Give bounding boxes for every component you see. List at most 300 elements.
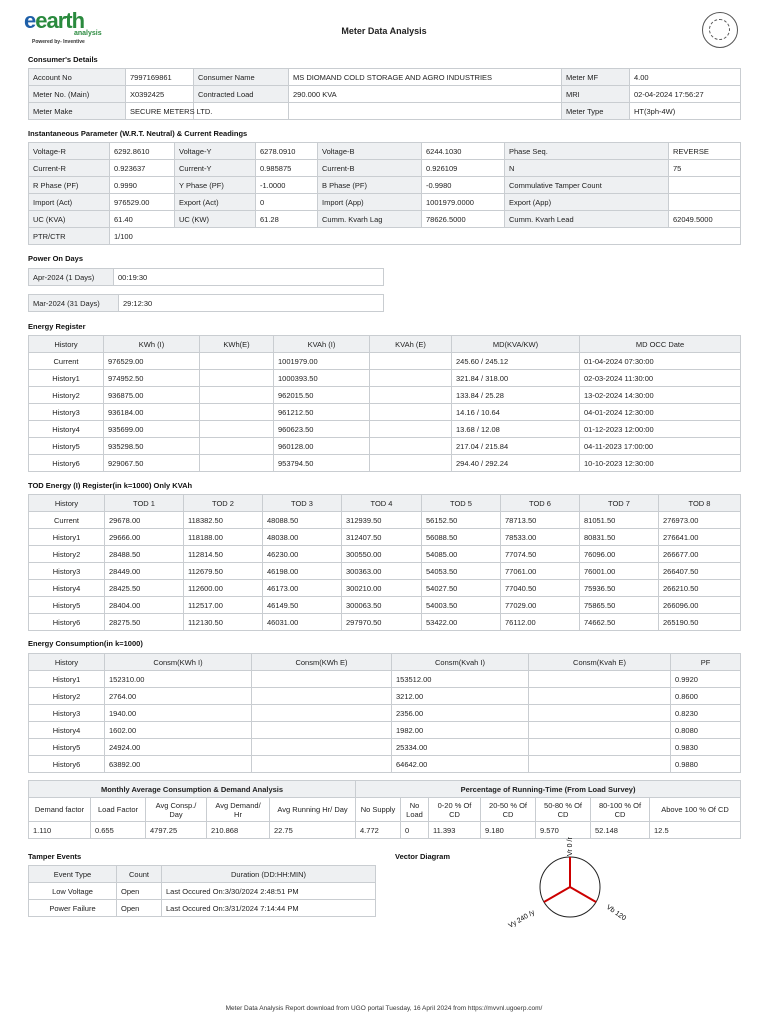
column-header: Avg Demand/ Hr — [207, 798, 270, 822]
table-cell: 266677.00 — [659, 546, 741, 563]
table-cell: 48038.00 — [263, 529, 342, 546]
row-label: History5 — [29, 597, 105, 614]
column-header: 80-100 % Of CD — [591, 798, 650, 822]
table-cell: 300063.50 — [342, 597, 422, 614]
table-cell — [370, 387, 452, 404]
table-row — [29, 295, 384, 312]
table-row — [29, 269, 384, 286]
table-row — [29, 455, 741, 472]
table-cell: 0.9920 — [671, 671, 741, 688]
field-value: 0 — [256, 194, 318, 211]
table-cell — [252, 705, 392, 722]
field-label: Voltage-R — [29, 143, 110, 160]
table-cell — [529, 705, 671, 722]
table-cell: 0.8230 — [671, 705, 741, 722]
column-header: TOD 2 — [184, 495, 263, 512]
table-cell: 276641.00 — [659, 529, 741, 546]
field-label: Cumm. Kvarh Lag — [318, 211, 422, 228]
column-header: Above 100 % Of CD — [650, 798, 741, 822]
table-cell: 22.75 — [270, 822, 356, 839]
table-cell: 04-01-2024 12:30:00 — [580, 404, 741, 421]
table-cell — [200, 421, 274, 438]
table-row — [29, 194, 741, 211]
column-header: 50-80 % Of CD — [536, 798, 591, 822]
field-value: 02-04-2024 17:56:27 — [630, 86, 741, 103]
table-cell: 52.148 — [591, 822, 650, 839]
table-cell: 936184.00 — [104, 404, 200, 421]
table-row — [29, 438, 741, 455]
column-header: 20-50 % Of CD — [481, 798, 536, 822]
table-cell: 12.5 — [650, 822, 741, 839]
table-cell: 28425.50 — [105, 580, 184, 597]
table-header-row — [29, 866, 376, 883]
field-label: Export (Act) — [175, 194, 256, 211]
column-header: KVAh (I) — [274, 336, 370, 353]
field-label: Contracted Load — [194, 86, 289, 103]
instant-params-table — [28, 142, 741, 245]
table-cell — [370, 370, 452, 387]
energy-register-table — [28, 335, 741, 472]
field-label: R Phase (PF) — [29, 177, 110, 194]
table-cell: 81051.50 — [580, 512, 659, 529]
column-header: TOD 3 — [263, 495, 342, 512]
field-label: Export (App) — [505, 194, 669, 211]
power-on-month: Mar-2024 (31 Days) — [29, 295, 119, 312]
table-cell: 75865.50 — [580, 597, 659, 614]
table-header-row — [29, 336, 741, 353]
row-label: Power Failure — [29, 900, 117, 917]
table-row — [29, 688, 741, 705]
table-cell: 266096.00 — [659, 597, 741, 614]
field-value: 0.923637 — [110, 160, 175, 177]
field-value: 1/100 — [110, 228, 741, 245]
table-cell: 28404.00 — [105, 597, 184, 614]
table-cell — [252, 722, 392, 739]
table-cell: 4797.25 — [146, 822, 207, 839]
column-header: MD(KVA/KW) — [452, 336, 580, 353]
column-header: Consm(KWh I) — [105, 654, 252, 671]
table-cell: 01-04-2024 07:30:00 — [580, 353, 741, 370]
table-row — [29, 211, 741, 228]
field-label: N — [505, 160, 669, 177]
field-value: 6278.0910 — [256, 143, 318, 160]
table-row — [29, 705, 741, 722]
column-header: Avg Consp./ Day — [146, 798, 207, 822]
column-header: MD OCC Date — [580, 336, 741, 353]
table-cell: 1.110 — [29, 822, 91, 839]
column-header: TOD 4 — [342, 495, 422, 512]
field-label: Voltage-B — [318, 143, 422, 160]
table-cell: 2356.00 — [392, 705, 529, 722]
table-cell: 152310.00 — [105, 671, 252, 688]
table-cell: 112517.00 — [184, 597, 263, 614]
table-cell: 0.9830 — [671, 739, 741, 756]
table-cell: 74662.50 — [580, 614, 659, 631]
table-cell: 9.180 — [481, 822, 536, 839]
table-cell: 76112.00 — [501, 614, 580, 631]
field-label: Import (App) — [318, 194, 422, 211]
row-label: Current — [29, 353, 104, 370]
table-row — [29, 883, 376, 900]
table-cell: 929067.50 — [104, 455, 200, 472]
table-cell: 25334.00 — [392, 739, 529, 756]
table-cell — [529, 722, 671, 739]
page-header — [0, 0, 768, 52]
table-cell: 112814.50 — [184, 546, 263, 563]
table-row — [29, 421, 741, 438]
table-cell — [370, 353, 452, 370]
table-cell — [200, 455, 274, 472]
row-label: History6 — [29, 756, 105, 773]
table-cell: 974952.50 — [104, 370, 200, 387]
field-label: Commulative Tamper Count — [505, 177, 669, 194]
column-header: Count — [117, 866, 162, 883]
field-label: Meter Make — [29, 103, 126, 120]
table-row — [29, 177, 741, 194]
table-cell: 11.393 — [429, 822, 481, 839]
vector-label-y: Vy 240 /y — [507, 909, 537, 930]
table-row — [29, 671, 741, 688]
column-header: TOD 6 — [501, 495, 580, 512]
table-cell: 04-11-2023 17:00:00 — [580, 438, 741, 455]
table-cell: 56152.50 — [422, 512, 501, 529]
table-cell: 46198.00 — [263, 563, 342, 580]
table-cell: 77029.00 — [501, 597, 580, 614]
table-cell: 245.60 / 245.12 — [452, 353, 580, 370]
field-label: Current-R — [29, 160, 110, 177]
monthly-analysis-table — [28, 780, 741, 839]
table-cell: 312407.50 — [342, 529, 422, 546]
table-row — [29, 86, 741, 103]
tod-register-table — [28, 494, 741, 631]
energy-consumption-table — [28, 653, 741, 773]
monthly-right-title: Percentage of Running-Time (From Load Survey) — [356, 781, 741, 798]
table-row — [29, 512, 741, 529]
table-cell — [200, 370, 274, 387]
row-label: History6 — [29, 614, 105, 631]
field-label: UC (KVA) — [29, 211, 110, 228]
table-cell — [529, 739, 671, 756]
table-cell: 46230.00 — [263, 546, 342, 563]
row-label: History3 — [29, 404, 104, 421]
field-value — [669, 177, 741, 194]
table-cell — [200, 353, 274, 370]
field-value: 290.000 KVA — [289, 86, 562, 103]
table-cell: 935298.50 — [104, 438, 200, 455]
table-cell: 02-03-2024 11:30:00 — [580, 370, 741, 387]
field-value: 78626.5000 — [422, 211, 505, 228]
table-row — [29, 722, 741, 739]
table-cell — [200, 387, 274, 404]
energy-register-section-title: Energy Register — [28, 322, 86, 331]
column-header: Load Factor — [91, 798, 146, 822]
row-label: History1 — [29, 529, 105, 546]
table-cell: Last Occured On:3/31/2024 7:14:44 PM — [162, 900, 376, 917]
table-cell: 3212.00 — [392, 688, 529, 705]
table-row — [29, 563, 741, 580]
table-cell: 0 — [401, 822, 429, 839]
vector-section-title: Vector Diagram — [395, 852, 451, 861]
table-cell: 2764.00 — [105, 688, 252, 705]
table-row — [29, 353, 741, 370]
table-cell: 153512.00 — [392, 671, 529, 688]
table-cell: 13.68 / 12.08 — [452, 421, 580, 438]
table-cell: 312939.50 — [342, 512, 422, 529]
vector-diagram — [507, 837, 640, 932]
field-value: 4.00 — [630, 69, 741, 86]
vector-label-r: Vr 0 /r — [567, 837, 574, 856]
row-label: History2 — [29, 387, 104, 404]
row-label: History4 — [29, 722, 105, 739]
field-value: REVERSE — [669, 143, 741, 160]
table-cell: 112679.50 — [184, 563, 263, 580]
table-cell: 14.16 / 10.64 — [452, 404, 580, 421]
row-label: History1 — [29, 671, 105, 688]
table-row — [29, 597, 741, 614]
table-cell: 46173.00 — [263, 580, 342, 597]
table-row — [29, 387, 741, 404]
table-cell — [252, 688, 392, 705]
field-label: Meter No. (Main) — [29, 86, 126, 103]
table-cell — [252, 739, 392, 756]
field-value: 6244.1030 — [422, 143, 505, 160]
table-cell: 1602.00 — [105, 722, 252, 739]
table-cell — [252, 671, 392, 688]
table-row — [29, 103, 741, 120]
table-cell — [370, 438, 452, 455]
table-cell: 10-10-2023 12:30:00 — [580, 455, 741, 472]
field-label: B Phase (PF) — [318, 177, 422, 194]
field-label: Y Phase (PF) — [175, 177, 256, 194]
table-cell: 976529.00 — [104, 353, 200, 370]
field-value: 6292.8610 — [110, 143, 175, 160]
table-cell: 54053.50 — [422, 563, 501, 580]
table-row — [29, 614, 741, 631]
table-row — [29, 404, 741, 421]
table-cell: 112600.00 — [184, 580, 263, 597]
table-cell: 962015.50 — [274, 387, 370, 404]
table-cell: 935699.00 — [104, 421, 200, 438]
column-header: No Supply — [356, 798, 401, 822]
table-cell: Last Occured On:3/30/2024 2:48:51 PM — [162, 883, 376, 900]
table-cell: 0.8600 — [671, 688, 741, 705]
field-value: X0392425 — [126, 86, 194, 103]
field-label: Meter Type — [562, 103, 630, 120]
table-cell: 960623.50 — [274, 421, 370, 438]
table-row — [29, 370, 741, 387]
table-cell: 77040.50 — [501, 580, 580, 597]
table-cell: 321.84 / 318.00 — [452, 370, 580, 387]
table-row — [29, 580, 741, 597]
row-label: History3 — [29, 563, 105, 580]
table-row — [29, 69, 741, 86]
row-label: History3 — [29, 705, 105, 722]
field-value — [289, 103, 562, 120]
row-label: History1 — [29, 370, 104, 387]
consumption-section-title: Energy Consumption(in k=1000) — [28, 639, 143, 648]
power-on-section-title: Power On Days — [28, 254, 84, 263]
table-cell: 276973.00 — [659, 512, 741, 529]
tod-section-title: TOD Energy (I) Register(in k=1000) Only KVAh — [28, 481, 193, 490]
table-cell: 936875.00 — [104, 387, 200, 404]
table-cell: 80831.50 — [580, 529, 659, 546]
row-label: History4 — [29, 421, 104, 438]
instant-section-title: Instantaneous Parameter (W.R.T. Neutral) & Current Readings — [28, 129, 248, 138]
field-label: Meter MF — [562, 69, 630, 86]
table-cell: 0.655 — [91, 822, 146, 839]
field-value — [669, 194, 741, 211]
vector-label-b: Vb 120 — [604, 903, 628, 923]
table-cell — [370, 421, 452, 438]
table-cell: 118188.00 — [184, 529, 263, 546]
table-cell: 29666.00 — [105, 529, 184, 546]
table-header-row — [29, 654, 741, 671]
row-label: History6 — [29, 455, 104, 472]
column-header: No Load — [401, 798, 429, 822]
table-cell: 77074.50 — [501, 546, 580, 563]
table-cell: 300550.00 — [342, 546, 422, 563]
table-cell: 9.570 — [536, 822, 591, 839]
table-cell: 78533.00 — [501, 529, 580, 546]
row-label: History4 — [29, 580, 105, 597]
table-cell: 54027.50 — [422, 580, 501, 597]
table-cell — [370, 455, 452, 472]
field-label: PTR/CTR — [29, 228, 110, 245]
column-header: PF — [671, 654, 741, 671]
table-cell: 48088.50 — [263, 512, 342, 529]
table-cell: 1000393.50 — [274, 370, 370, 387]
table-cell: 1001979.00 — [274, 353, 370, 370]
field-value: 0.985875 — [256, 160, 318, 177]
row-label: History5 — [29, 438, 104, 455]
column-header: History — [29, 336, 104, 353]
table-cell — [200, 438, 274, 455]
table-cell: 265190.50 — [659, 614, 741, 631]
table-cell: 28275.50 — [105, 614, 184, 631]
field-value: SECURE METERS LTD. — [126, 103, 194, 120]
column-header: TOD 7 — [580, 495, 659, 512]
power-on-table — [28, 294, 384, 312]
table-cell: 29678.00 — [105, 512, 184, 529]
table-cell — [529, 671, 671, 688]
tamper-events-table — [28, 865, 376, 917]
field-label: Consumer Name — [194, 69, 289, 86]
table-cell — [370, 404, 452, 421]
column-header: Avg Running Hr/ Day — [270, 798, 356, 822]
table-cell — [529, 756, 671, 773]
table-cell: 77061.00 — [501, 563, 580, 580]
table-cell: 54085.00 — [422, 546, 501, 563]
column-header: TOD 5 — [422, 495, 501, 512]
table-cell: 266407.50 — [659, 563, 741, 580]
field-value: 976529.00 — [110, 194, 175, 211]
field-value: 61.40 — [110, 211, 175, 228]
table-cell: 4.772 — [356, 822, 401, 839]
page-footer: Meter Data Analysis Report download from UGO portal Tuesday, 16 April 2024 from https://mvvnl.ugoerp.com/ — [225, 1005, 543, 1012]
table-cell: 112130.50 — [184, 614, 263, 631]
field-label: UC (KW) — [175, 211, 256, 228]
table-row — [29, 160, 741, 177]
table-row — [29, 529, 741, 546]
table-header-row — [29, 495, 741, 512]
table-cell: 01-12-2023 12:00:00 — [580, 421, 741, 438]
field-value: 0.9990 — [110, 177, 175, 194]
column-header: 0-20 % Of CD — [429, 798, 481, 822]
table-cell: Open — [117, 883, 162, 900]
power-on-duration: 00:19:30 — [114, 269, 384, 286]
vector-b-line — [570, 887, 596, 902]
table-cell: 53422.00 — [422, 614, 501, 631]
field-value: MS DIOMAND COLD STORAGE AND AGRO INDUSTRIES — [289, 69, 562, 86]
field-value: 0.926109 — [422, 160, 505, 177]
column-header: Duration (DD:HH:MIN) — [162, 866, 376, 883]
table-cell: 297970.50 — [342, 614, 422, 631]
table-cell: 54003.50 — [422, 597, 501, 614]
field-value: -1.0000 — [256, 177, 318, 194]
column-header: Demand factor — [29, 798, 91, 822]
field-value: -0.9980 — [422, 177, 505, 194]
table-cell: 78713.50 — [501, 512, 580, 529]
table-row — [29, 900, 376, 917]
field-label: Current-Y — [175, 160, 256, 177]
earth-analysis-logo: eearth analysis Powered by- Inventive — [24, 8, 102, 45]
table-cell: 0.8080 — [671, 722, 741, 739]
table-cell: Open — [117, 900, 162, 917]
field-value: 1001979.0000 — [422, 194, 505, 211]
table-cell: 76001.00 — [580, 563, 659, 580]
table-cell: 1982.00 — [392, 722, 529, 739]
table-cell: 56088.50 — [422, 529, 501, 546]
field-value: 61.28 — [256, 211, 318, 228]
table-cell: 13-02-2024 14:30:00 — [580, 387, 741, 404]
consumer-details-table — [28, 68, 741, 120]
table-cell: 133.84 / 25.28 — [452, 387, 580, 404]
table-cell: 46031.00 — [263, 614, 342, 631]
table-header-row — [29, 798, 741, 822]
column-header: KWh(E) — [200, 336, 274, 353]
column-header: TOD 1 — [105, 495, 184, 512]
table-cell: 0.9880 — [671, 756, 741, 773]
table-cell: 210.868 — [207, 822, 270, 839]
monthly-left-title: Monthly Average Consumption & Demand Analysis — [29, 781, 356, 798]
table-row — [29, 143, 741, 160]
page-title: Meter Data Analysis — [341, 26, 427, 36]
table-cell: 63892.00 — [105, 756, 252, 773]
table-cell: 118382.50 — [184, 512, 263, 529]
row-label: History5 — [29, 739, 105, 756]
field-label: Current-B — [318, 160, 422, 177]
field-value: 7997169861 — [126, 69, 194, 86]
table-cell: 961212.50 — [274, 404, 370, 421]
table-cell: 960128.00 — [274, 438, 370, 455]
table-row — [29, 546, 741, 563]
field-label: Phase Seq. — [505, 143, 669, 160]
field-label: Cumm. Kvarh Lead — [505, 211, 669, 228]
column-header: Event Type — [29, 866, 117, 883]
field-label: Voltage-Y — [175, 143, 256, 160]
table-cell: 294.40 / 292.24 — [452, 455, 580, 472]
table-cell: 1940.00 — [105, 705, 252, 722]
table-cell: 266210.50 — [659, 580, 741, 597]
table-cell — [529, 688, 671, 705]
table-cell: 64642.00 — [392, 756, 529, 773]
field-value: 62049.5000 — [669, 211, 741, 228]
table-cell — [200, 404, 274, 421]
column-header: Consm(Kvah I) — [392, 654, 529, 671]
column-header: TOD 8 — [659, 495, 741, 512]
row-label: History2 — [29, 546, 105, 563]
tamper-section-title: Tamper Events — [28, 852, 82, 861]
